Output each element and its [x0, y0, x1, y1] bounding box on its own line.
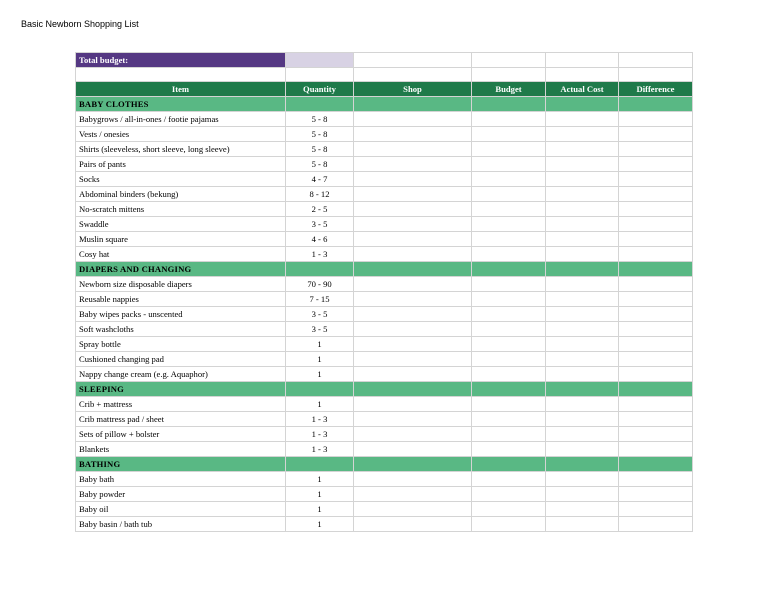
section-cell[interactable]	[619, 382, 693, 397]
difference-cell[interactable]	[619, 247, 693, 262]
budget-cell[interactable]	[472, 217, 546, 232]
difference-cell[interactable]	[619, 292, 693, 307]
quantity-cell[interactable]: 4 - 7	[286, 172, 354, 187]
budget-cell[interactable]	[472, 517, 546, 532]
section-cell[interactable]	[354, 457, 472, 472]
empty-cell[interactable]	[286, 68, 354, 82]
quantity-cell[interactable]: 1 - 3	[286, 427, 354, 442]
quantity-cell[interactable]: 1	[286, 517, 354, 532]
actual-cost-cell[interactable]	[546, 502, 619, 517]
section-cell[interactable]	[546, 97, 619, 112]
difference-cell[interactable]	[619, 217, 693, 232]
column-header-difference: Difference	[619, 82, 693, 97]
table-row	[76, 442, 693, 457]
budget-cell[interactable]	[472, 472, 546, 487]
budget-cell[interactable]	[472, 292, 546, 307]
shopping-list-table	[75, 52, 693, 532]
item-cell[interactable]: Socks	[76, 172, 286, 187]
section-row	[76, 97, 693, 112]
shop-cell[interactable]	[354, 157, 472, 172]
actual-cost-cell[interactable]	[546, 412, 619, 427]
section-cell[interactable]	[286, 262, 354, 277]
quantity-cell[interactable]: 1	[286, 352, 354, 367]
item-cell[interactable]: Pairs of pants	[76, 157, 286, 172]
item-cell[interactable]: Baby oil	[76, 502, 286, 517]
item-cell[interactable]: Cosy hat	[76, 247, 286, 262]
shop-cell[interactable]	[354, 292, 472, 307]
quantity-cell[interactable]: 7 - 15	[286, 292, 354, 307]
quantity-cell[interactable]: 1	[286, 337, 354, 352]
section-cell[interactable]	[472, 97, 546, 112]
shop-cell[interactable]	[354, 517, 472, 532]
shop-cell[interactable]	[354, 142, 472, 157]
item-cell[interactable]: Cushioned changing pad	[76, 352, 286, 367]
quantity-cell[interactable]: 3 - 5	[286, 217, 354, 232]
quantity-cell[interactable]: 3 - 5	[286, 307, 354, 322]
document-title: Basic Newborn Shopping List	[21, 19, 139, 29]
quantity-cell[interactable]: 3 - 5	[286, 322, 354, 337]
shop-cell[interactable]	[354, 217, 472, 232]
shop-cell[interactable]	[354, 472, 472, 487]
shop-cell[interactable]	[354, 397, 472, 412]
table-row	[76, 352, 693, 367]
section-cell[interactable]	[546, 382, 619, 397]
table-row	[76, 217, 693, 232]
actual-cost-cell[interactable]	[546, 112, 619, 127]
quantity-cell[interactable]: 1	[286, 472, 354, 487]
difference-cell[interactable]	[619, 112, 693, 127]
table-row	[76, 202, 693, 217]
quantity-cell[interactable]: 1 - 3	[286, 412, 354, 427]
difference-cell[interactable]	[619, 442, 693, 457]
column-header-actual-cost: Actual Cost	[546, 82, 619, 97]
difference-cell[interactable]	[619, 487, 693, 502]
section-row	[76, 262, 693, 277]
section-cell[interactable]	[619, 97, 693, 112]
section-cell[interactable]	[546, 262, 619, 277]
table-row	[76, 427, 693, 442]
actual-cost-cell[interactable]	[546, 202, 619, 217]
item-cell[interactable]: Baby bath	[76, 472, 286, 487]
difference-cell[interactable]	[619, 127, 693, 142]
table-row	[76, 187, 693, 202]
section-cell[interactable]	[286, 457, 354, 472]
actual-cost-cell[interactable]	[546, 247, 619, 262]
item-cell[interactable]: Babygrows / all-in-ones / footie pajamas	[76, 112, 286, 127]
actual-cost-cell[interactable]	[546, 472, 619, 487]
shop-cell[interactable]	[354, 412, 472, 427]
quantity-cell[interactable]: 1	[286, 487, 354, 502]
quantity-cell[interactable]: 1 - 3	[286, 247, 354, 262]
shop-cell[interactable]	[354, 247, 472, 262]
actual-cost-cell[interactable]	[546, 217, 619, 232]
table-row	[76, 277, 693, 292]
budget-cell[interactable]	[472, 142, 546, 157]
section-cell[interactable]	[472, 457, 546, 472]
actual-cost-cell[interactable]	[546, 292, 619, 307]
shop-cell[interactable]	[354, 127, 472, 142]
spacer-row	[76, 68, 693, 82]
column-header-item: Item	[76, 82, 286, 97]
budget-cell[interactable]	[472, 322, 546, 337]
total-budget-cell[interactable]	[286, 53, 354, 68]
shop-cell[interactable]	[354, 502, 472, 517]
empty-cell[interactable]	[619, 53, 693, 68]
budget-cell[interactable]	[472, 427, 546, 442]
budget-cell[interactable]	[472, 502, 546, 517]
shop-cell[interactable]	[354, 487, 472, 502]
difference-cell[interactable]	[619, 427, 693, 442]
difference-cell[interactable]	[619, 187, 693, 202]
item-cell[interactable]: Nappy change cream (e.g. Aquaphor)	[76, 367, 286, 382]
budget-cell[interactable]	[472, 157, 546, 172]
quantity-cell[interactable]: 5 - 8	[286, 157, 354, 172]
item-cell[interactable]: Baby basin / bath tub	[76, 517, 286, 532]
budget-cell[interactable]	[472, 337, 546, 352]
budget-cell[interactable]	[472, 172, 546, 187]
budget-cell[interactable]	[472, 232, 546, 247]
shop-cell[interactable]	[354, 352, 472, 367]
empty-cell[interactable]	[546, 53, 619, 68]
table-row	[76, 487, 693, 502]
table-row	[76, 337, 693, 352]
shop-cell[interactable]	[354, 307, 472, 322]
difference-cell[interactable]	[619, 157, 693, 172]
difference-cell[interactable]	[619, 202, 693, 217]
table-row	[76, 397, 693, 412]
budget-cell[interactable]	[472, 442, 546, 457]
item-cell[interactable]: Baby wipes packs - unscented	[76, 307, 286, 322]
item-cell[interactable]: Crib + mattress	[76, 397, 286, 412]
budget-cell[interactable]	[472, 367, 546, 382]
actual-cost-cell[interactable]	[546, 367, 619, 382]
actual-cost-cell[interactable]	[546, 352, 619, 367]
budget-cell[interactable]	[472, 202, 546, 217]
budget-cell[interactable]	[472, 412, 546, 427]
item-cell[interactable]: Abdominal binders (bekung)	[76, 187, 286, 202]
item-cell[interactable]: Sets of pillow + bolster	[76, 427, 286, 442]
shop-cell[interactable]	[354, 112, 472, 127]
table-row	[76, 472, 693, 487]
section-title: BATHING	[76, 457, 286, 472]
actual-cost-cell[interactable]	[546, 337, 619, 352]
empty-cell[interactable]	[546, 68, 619, 82]
empty-cell[interactable]	[619, 68, 693, 82]
item-cell[interactable]: Newborn size disposable diapers	[76, 277, 286, 292]
empty-cell[interactable]	[472, 53, 546, 68]
actual-cost-cell[interactable]	[546, 517, 619, 532]
table-row	[76, 502, 693, 517]
difference-cell[interactable]	[619, 472, 693, 487]
empty-cell[interactable]	[76, 68, 286, 82]
item-cell[interactable]: Vests / onesies	[76, 127, 286, 142]
difference-cell[interactable]	[619, 322, 693, 337]
quantity-cell[interactable]: 1 - 3	[286, 442, 354, 457]
section-cell[interactable]	[354, 382, 472, 397]
difference-cell[interactable]	[619, 232, 693, 247]
item-cell[interactable]: Swaddle	[76, 217, 286, 232]
quantity-cell[interactable]: 1	[286, 397, 354, 412]
section-title: BABY CLOTHES	[76, 97, 286, 112]
actual-cost-cell[interactable]	[546, 127, 619, 142]
difference-cell[interactable]	[619, 502, 693, 517]
section-cell[interactable]	[619, 262, 693, 277]
table-row	[76, 292, 693, 307]
shop-cell[interactable]	[354, 442, 472, 457]
shop-cell[interactable]	[354, 322, 472, 337]
difference-cell[interactable]	[619, 412, 693, 427]
shop-cell[interactable]	[354, 187, 472, 202]
item-cell[interactable]: Blankets	[76, 442, 286, 457]
difference-cell[interactable]	[619, 352, 693, 367]
actual-cost-cell[interactable]	[546, 277, 619, 292]
actual-cost-cell[interactable]	[546, 232, 619, 247]
actual-cost-cell[interactable]	[546, 307, 619, 322]
shop-cell[interactable]	[354, 337, 472, 352]
difference-cell[interactable]	[619, 367, 693, 382]
shop-cell[interactable]	[354, 427, 472, 442]
table-row	[76, 412, 693, 427]
table-row	[76, 517, 693, 532]
item-cell[interactable]: Crib mattress pad / sheet	[76, 412, 286, 427]
table-row	[76, 127, 693, 142]
difference-cell[interactable]	[619, 397, 693, 412]
budget-cell[interactable]	[472, 487, 546, 502]
budget-cell[interactable]	[472, 187, 546, 202]
item-cell[interactable]: No-scratch mittens	[76, 202, 286, 217]
section-cell[interactable]	[546, 457, 619, 472]
empty-cell[interactable]	[354, 68, 472, 82]
section-title: DIAPERS AND CHANGING	[76, 262, 286, 277]
item-cell[interactable]: Muslin square	[76, 232, 286, 247]
shop-cell[interactable]	[354, 367, 472, 382]
budget-cell[interactable]	[472, 352, 546, 367]
column-header-row	[76, 82, 693, 97]
item-cell[interactable]: Spray bottle	[76, 337, 286, 352]
quantity-cell[interactable]: 1	[286, 502, 354, 517]
item-cell[interactable]: Soft washcloths	[76, 322, 286, 337]
shop-cell[interactable]	[354, 277, 472, 292]
quantity-cell[interactable]: 1	[286, 367, 354, 382]
section-cell[interactable]	[354, 262, 472, 277]
actual-cost-cell[interactable]	[546, 322, 619, 337]
table-row	[76, 247, 693, 262]
actual-cost-cell[interactable]	[546, 427, 619, 442]
item-cell[interactable]: Baby powder	[76, 487, 286, 502]
table-row	[76, 322, 693, 337]
difference-cell[interactable]	[619, 337, 693, 352]
difference-cell[interactable]	[619, 142, 693, 157]
section-cell[interactable]	[472, 382, 546, 397]
budget-cell[interactable]	[472, 397, 546, 412]
section-cell[interactable]	[619, 457, 693, 472]
table-row	[76, 142, 693, 157]
actual-cost-cell[interactable]	[546, 442, 619, 457]
table-row	[76, 112, 693, 127]
section-row	[76, 382, 693, 397]
budget-cell[interactable]	[472, 112, 546, 127]
actual-cost-cell[interactable]	[546, 172, 619, 187]
difference-cell[interactable]	[619, 277, 693, 292]
actual-cost-cell[interactable]	[546, 487, 619, 502]
total-budget-label: Total budget:	[76, 53, 286, 68]
column-header-budget: Budget	[472, 82, 546, 97]
budget-cell[interactable]	[472, 127, 546, 142]
actual-cost-cell[interactable]	[546, 397, 619, 412]
actual-cost-cell[interactable]	[546, 157, 619, 172]
table-row	[76, 232, 693, 247]
empty-cell[interactable]	[354, 53, 472, 68]
actual-cost-cell[interactable]	[546, 142, 619, 157]
shop-cell[interactable]	[354, 202, 472, 217]
budget-cell[interactable]	[472, 307, 546, 322]
quantity-cell[interactable]: 70 - 90	[286, 277, 354, 292]
quantity-cell[interactable]: 5 - 8	[286, 112, 354, 127]
section-row	[76, 457, 693, 472]
shop-cell[interactable]	[354, 172, 472, 187]
difference-cell[interactable]	[619, 172, 693, 187]
quantity-cell[interactable]: 4 - 6	[286, 232, 354, 247]
quantity-cell[interactable]: 5 - 8	[286, 127, 354, 142]
section-cell[interactable]	[472, 262, 546, 277]
section-cell[interactable]	[286, 382, 354, 397]
table-row	[76, 157, 693, 172]
budget-cell[interactable]	[472, 247, 546, 262]
section-title: SLEEPING	[76, 382, 286, 397]
column-header-quantity: Quantity	[286, 82, 354, 97]
item-cell[interactable]: Reusable nappies	[76, 292, 286, 307]
table-row	[76, 172, 693, 187]
item-cell[interactable]: Shirts (sleeveless, short sleeve, long sleeve)	[76, 142, 286, 157]
empty-cell[interactable]	[472, 68, 546, 82]
difference-cell[interactable]	[619, 517, 693, 532]
shop-cell[interactable]	[354, 232, 472, 247]
actual-cost-cell[interactable]	[546, 187, 619, 202]
table-row	[76, 307, 693, 322]
section-cell[interactable]	[286, 97, 354, 112]
budget-row	[76, 53, 693, 68]
quantity-cell[interactable]: 2 - 5	[286, 202, 354, 217]
budget-cell[interactable]	[472, 277, 546, 292]
quantity-cell[interactable]: 8 - 12	[286, 187, 354, 202]
table-row	[76, 367, 693, 382]
difference-cell[interactable]	[619, 307, 693, 322]
column-header-shop: Shop	[354, 82, 472, 97]
quantity-cell[interactable]: 5 - 8	[286, 142, 354, 157]
section-cell[interactable]	[354, 97, 472, 112]
